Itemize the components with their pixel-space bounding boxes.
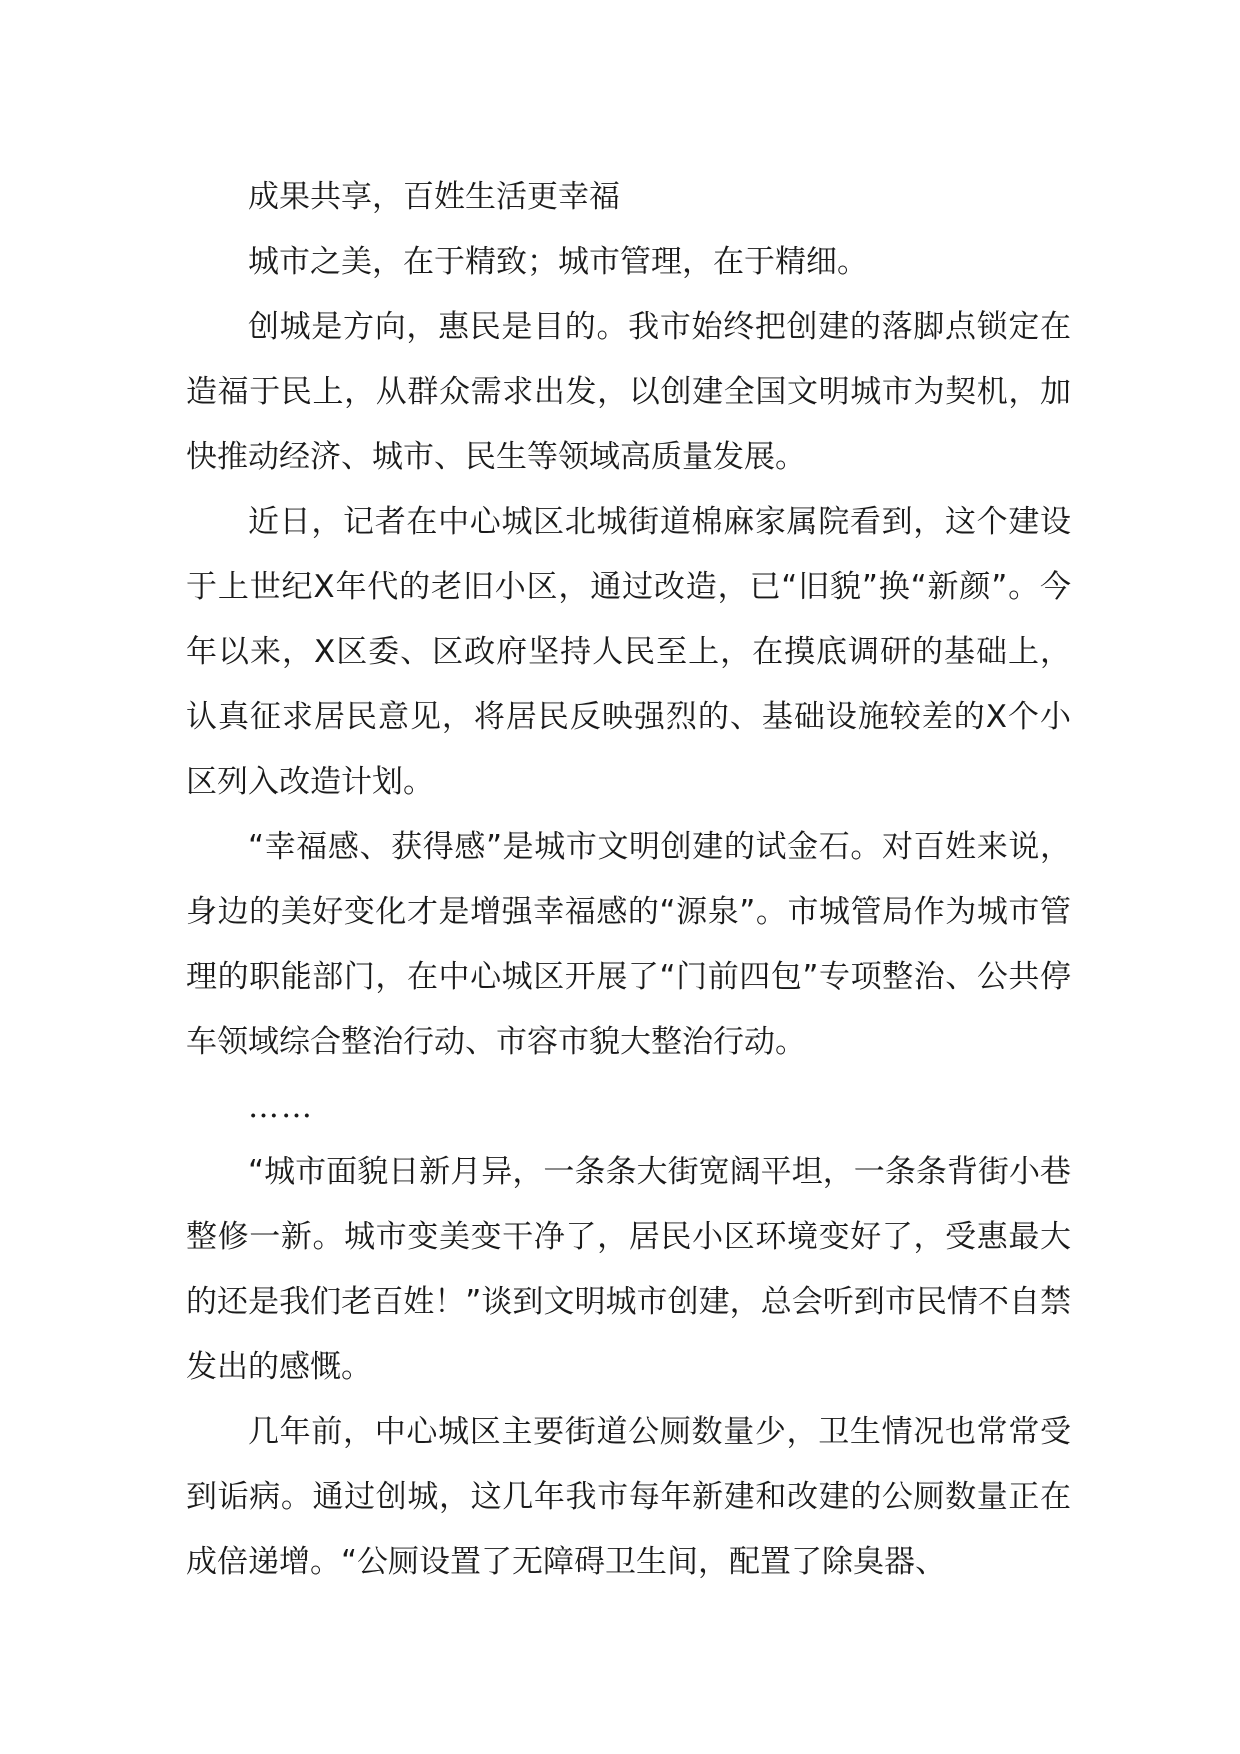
- ellipsis-separator: ……: [248, 1089, 314, 1125]
- document-body: [186, 165, 1071, 1595]
- paragraph: “城市面貌日新月异，一条条大街宽阔平坦，一条条背街小巷整修一新。城市变美变干净了，居民小区环境变好了，受惠最大的还是我们老百姓！”谈到文明城市创建，总会听到市民情不自禁发出的感慨。: [186, 1154, 1071, 1385]
- section-heading: 成果共享，百姓生活更幸福: [248, 179, 620, 215]
- paragraph-intro: 城市之美，在于精致；城市管理，在于精细。: [248, 244, 868, 280]
- paragraph: 几年前，中心城区主要街道公厕数量少，卫生情况也常常受到诟病。通过创城，这几年我市每年新建和改建的公厕数量正在成倍递增。“公厕设置了无障碍卫生间，配置了除臭器、: [186, 1414, 1071, 1580]
- paragraph: 创城是方向，惠民是目的。我市始终把创建的落脚点锁定在造福于民上，从群众需求出发，以创建全国文明城市为契机，加快推动经济、城市、民生等领域高质量发展。: [186, 309, 1071, 475]
- paragraph: “幸福感、获得感”是城市文明创建的试金石。对百姓来说，身边的美好变化才是增强幸福感的“源泉”。市城管局作为城市管理的职能部门，在中心城区开展了“门前四包”专项整治、公共停车领域综合整治行动、市容市貌大整治行动。: [186, 829, 1071, 1060]
- paragraph: 近日，记者在中心城区北城街道棉麻家属院看到，这个建设于上世纪X年代的老旧小区，通过改造，已“旧貌”换“新颜”。今年以来，X区委、区政府坚持人民至上，在摸底调研的基础上，认真征求居民意见，将居民反映强烈的、基础设施较差的X个小区列入改造计划。: [186, 504, 1071, 800]
